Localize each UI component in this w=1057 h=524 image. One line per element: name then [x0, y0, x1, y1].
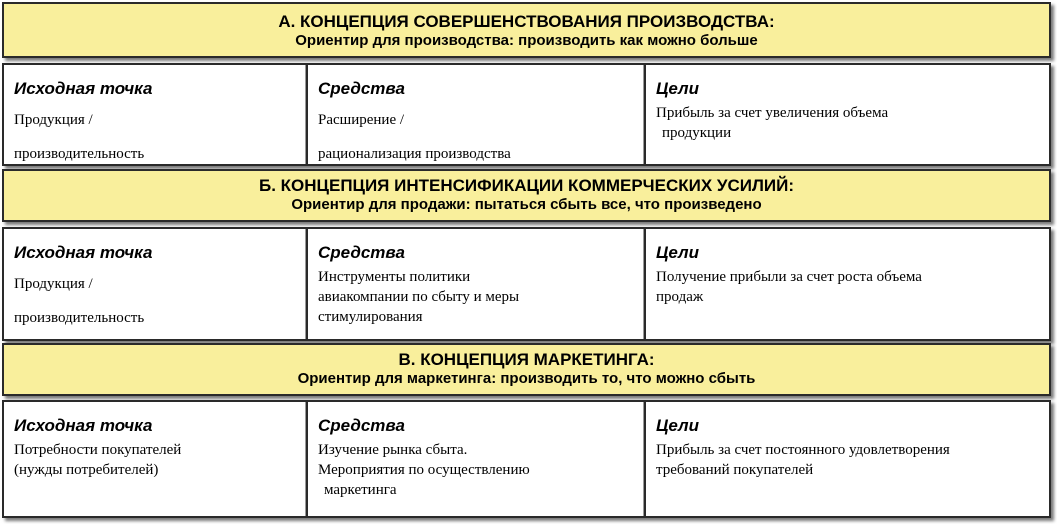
means-line-1: Изучение рынка сбыта. — [318, 442, 468, 458]
goals-line-2: продукции — [662, 125, 732, 141]
goals-text — [656, 440, 1049, 480]
start-line-1: Потребности покупателей — [14, 442, 182, 458]
goals-heading: Цели — [656, 79, 700, 98]
concept-b-means-cell — [306, 229, 644, 339]
concept-c-goals-cell — [644, 402, 1049, 516]
start-point-text — [14, 103, 306, 171]
goals-text — [656, 267, 1049, 307]
means-heading: Средства — [318, 79, 405, 98]
concept-c-start-cell — [4, 402, 306, 516]
means-text — [318, 267, 644, 327]
concept-b-goals-cell — [644, 229, 1049, 339]
goals-line-1: Прибыль за счет постоянного удовлетворения — [656, 442, 950, 458]
means-line-2: рационализация производства — [318, 146, 511, 162]
start-point-text — [14, 440, 306, 480]
start-point-heading: Исходная точка — [14, 79, 153, 98]
means-line-3: маркетинга — [324, 482, 397, 498]
concept-a-means-cell — [306, 65, 644, 164]
concept-a-start-cell — [4, 65, 306, 164]
concept-c-header — [2, 343, 1051, 396]
start-point-heading: Исходная точка — [14, 243, 153, 262]
means-line-2: Мероприятия по осуществлению — [318, 462, 530, 478]
start-line-2: производительность — [14, 146, 145, 162]
start-line-1: Продукция / — [14, 112, 93, 128]
goals-line-2: продаж — [656, 289, 704, 305]
concept-b-row — [2, 227, 1051, 341]
means-line-3: стимулирования — [318, 309, 423, 325]
means-line-2: авиакомпании по сбыту и меры — [318, 289, 520, 305]
concept-a-subtitle: Ориентир для производства: производить как можно больше — [295, 32, 758, 49]
concept-c-subtitle: Ориентир для маркетинга: производить то, что можно сбыть — [297, 370, 756, 387]
means-line-1: Инструменты политики — [318, 269, 471, 285]
means-heading: Средства — [318, 243, 405, 262]
concept-a-header — [2, 2, 1051, 58]
concept-c-row — [2, 400, 1051, 518]
means-heading: Средства — [318, 416, 405, 435]
goals-heading: Цели — [656, 416, 700, 435]
concept-b-title: Б. КОНЦЕПЦИЯ ИНТЕНСИФИКАЦИИ КОММЕРЧЕСКИХ УСИЛИЙ: — [259, 176, 794, 195]
concept-b-subtitle: Ориентир для продажи: пытаться сбыть все, что произведено — [291, 196, 762, 213]
start-line-2: (нужды потребителей) — [14, 462, 159, 478]
goals-heading: Цели — [656, 243, 700, 262]
goals-line-1: Прибыль за счет увеличения объема — [656, 105, 889, 121]
concept-a-goals-cell — [644, 65, 1049, 164]
concept-c-title: В. КОНЦЕПЦИЯ МАРКЕТИНГА: — [398, 350, 655, 369]
concept-c-means-cell — [306, 402, 644, 516]
concept-a-title: А. КОНЦЕПЦИЯ СОВЕРШЕНСТВОВАНИЯ ПРОИЗВОДСТВА: — [278, 12, 775, 31]
start-line-1: Продукция / — [14, 276, 93, 292]
goals-line-1: Получение прибыли за счет роста объема — [656, 269, 922, 285]
start-point-text — [14, 267, 306, 335]
goals-line-2: требований покупателей — [656, 462, 814, 478]
means-line-1: Расширение / — [318, 112, 405, 128]
concept-b-start-cell — [4, 229, 306, 339]
concept-b-header — [2, 169, 1051, 222]
start-line-2: производительность — [14, 310, 145, 326]
start-point-heading: Исходная точка — [14, 416, 153, 435]
goals-text — [656, 103, 1049, 143]
concept-a-row — [2, 63, 1051, 166]
means-text — [318, 103, 644, 171]
means-text — [318, 440, 644, 500]
